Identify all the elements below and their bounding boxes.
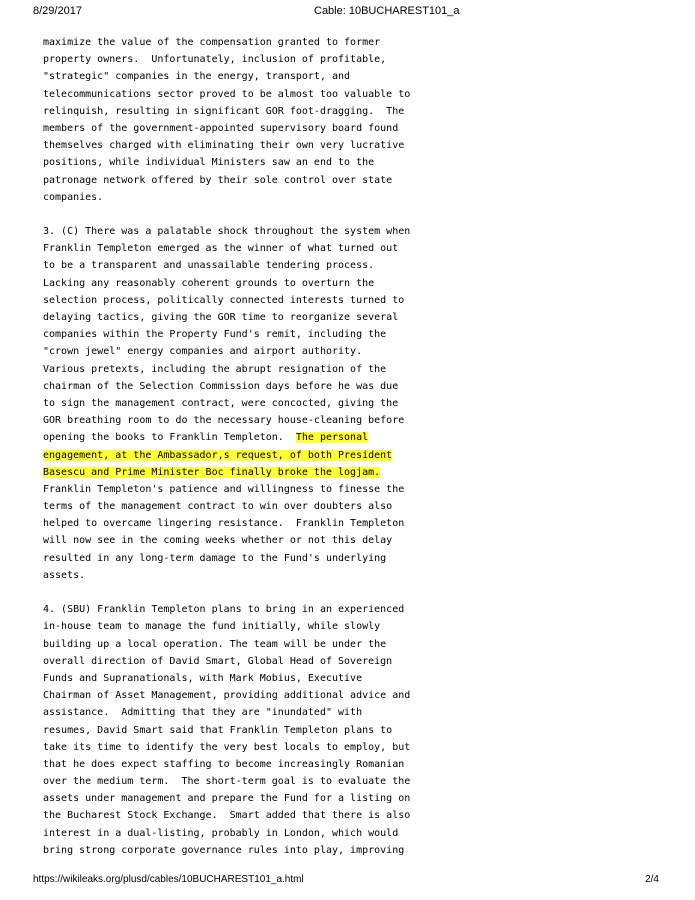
text-line: Various pretexts, including the abrupt resignation of the bbox=[43, 363, 387, 375]
text-line: members of the government-appointed supervisory board found bbox=[43, 122, 399, 134]
text-line: positions, while individual Ministers saw an end to the bbox=[43, 157, 375, 169]
source-url: https://wikileaks.org/plusd/cables/10BUCHAREST101_a.html bbox=[33, 874, 304, 885]
text-line: maximize the value of the compensation granted to former bbox=[43, 37, 381, 48]
text-line: in-house team to manage the fund initially, while slowly bbox=[43, 621, 381, 633]
text-line: Lacking any reasonably coherent grounds to overturn the bbox=[43, 277, 375, 289]
text-line: resulted in any long-term damage to the Fund's underlying bbox=[43, 552, 387, 564]
highlighted-text: engagement, at the Ambassador,s request, of both President bbox=[43, 449, 393, 461]
text-line: "crown jewel" energy companies and airport authority. bbox=[43, 346, 363, 358]
text-line: chairman of the Selection Commission days before he was due bbox=[43, 380, 399, 392]
paragraph-2-continued bbox=[43, 34, 411, 206]
paragraph-4 bbox=[43, 601, 411, 859]
text-line: property owners. Unfortunately, inclusion of profitable, bbox=[43, 54, 387, 66]
text-line: assets under management and prepare the Fund for a listing on bbox=[43, 793, 411, 805]
text-segment: opening the books to Franklin Templeton. bbox=[43, 432, 296, 444]
text-line: telecommunications sector proved to be almost too valuable to bbox=[43, 88, 411, 100]
text-line: building up a local operation. The team will be under the bbox=[43, 638, 387, 650]
text-line: resumes, David Smart said that Franklin Templeton plans to bbox=[43, 724, 393, 736]
text-line: assistance. Admitting that they are "inundated" with bbox=[43, 707, 363, 719]
text-line: 3. (C) There was a palatable shock throughout the system when bbox=[43, 226, 411, 238]
highlighted-line bbox=[43, 464, 403, 481]
text-line: delaying tactics, giving the GOR time to reorganize several bbox=[43, 312, 399, 323]
text-line: "strategic" companies in the energy, transport, and bbox=[43, 71, 351, 83]
text-line: bring strong corporate governance rules into play, improving bbox=[43, 844, 405, 856]
text-line: will now see in the coming weeks whether or not this delay bbox=[43, 535, 393, 547]
text-line: Franklin Templeton's patience and willingness to finesse the bbox=[43, 483, 405, 495]
text-line: assets. bbox=[43, 569, 86, 581]
text-line: interest in a dual-listing, probably in London, which would bbox=[43, 827, 399, 839]
text-line: Chairman of Asset Management, providing additional advice and bbox=[43, 690, 411, 702]
text-line: terms of the management contract to win over doubters also bbox=[43, 501, 393, 513]
text-line: patronage network offered by their sole control over state bbox=[43, 174, 393, 186]
text-line: take its time to identify the very best locals to employ, but bbox=[43, 741, 411, 753]
paragraph-3 bbox=[43, 223, 411, 584]
highlighted-text: Basescu and Prime Minister Boc finally broke the logjam. bbox=[43, 466, 381, 478]
text-line: that he does expect staffing to become increasingly Romanian bbox=[43, 758, 405, 770]
document-title: Cable: 10BUCHAREST101_a bbox=[314, 5, 460, 17]
text-line: 4. (SBU) Franklin Templeton plans to bring in an experienced bbox=[43, 604, 405, 616]
text-line: companies within the Property Fund's remit, including the bbox=[43, 329, 387, 341]
text-line-with-highlight bbox=[43, 429, 403, 446]
print-date: 8/29/2017 bbox=[33, 5, 82, 17]
text-line: Funds and Supranationals, with Mark Mobius, Executive bbox=[43, 672, 363, 684]
text-line: selection process, politically connected interests turned to bbox=[43, 294, 405, 306]
text-line: Franklin Templeton emerged as the winner of what turned out bbox=[43, 243, 399, 255]
text-line: overall direction of David Smart, Global Head of Sovereign bbox=[43, 655, 393, 667]
text-line: themselves charged with eliminating their own very lucrative bbox=[43, 140, 405, 152]
text-line: GOR breathing room to do the necessary house-cleaning before bbox=[43, 415, 405, 427]
page-number: 2/4 bbox=[645, 874, 659, 885]
highlighted-text: The personal bbox=[295, 432, 369, 444]
text-line: to be a transparent and unassailable tendering process. bbox=[43, 260, 375, 272]
cable-body bbox=[43, 34, 411, 876]
highlighted-line bbox=[43, 447, 403, 464]
text-line: companies. bbox=[43, 191, 104, 203]
text-line: relinquish, resulting in significant GOR foot-dragging. The bbox=[43, 105, 405, 117]
text-line: the Bucharest Stock Exchange. Smart added that there is also bbox=[43, 810, 411, 822]
text-line: helped to overcame lingering resistance. Franklin Templeton bbox=[43, 518, 405, 530]
text-line: to sign the management contract, were concocted, giving the bbox=[43, 397, 399, 409]
text-line: over the medium term. The short-term goal is to evaluate the bbox=[43, 776, 411, 788]
